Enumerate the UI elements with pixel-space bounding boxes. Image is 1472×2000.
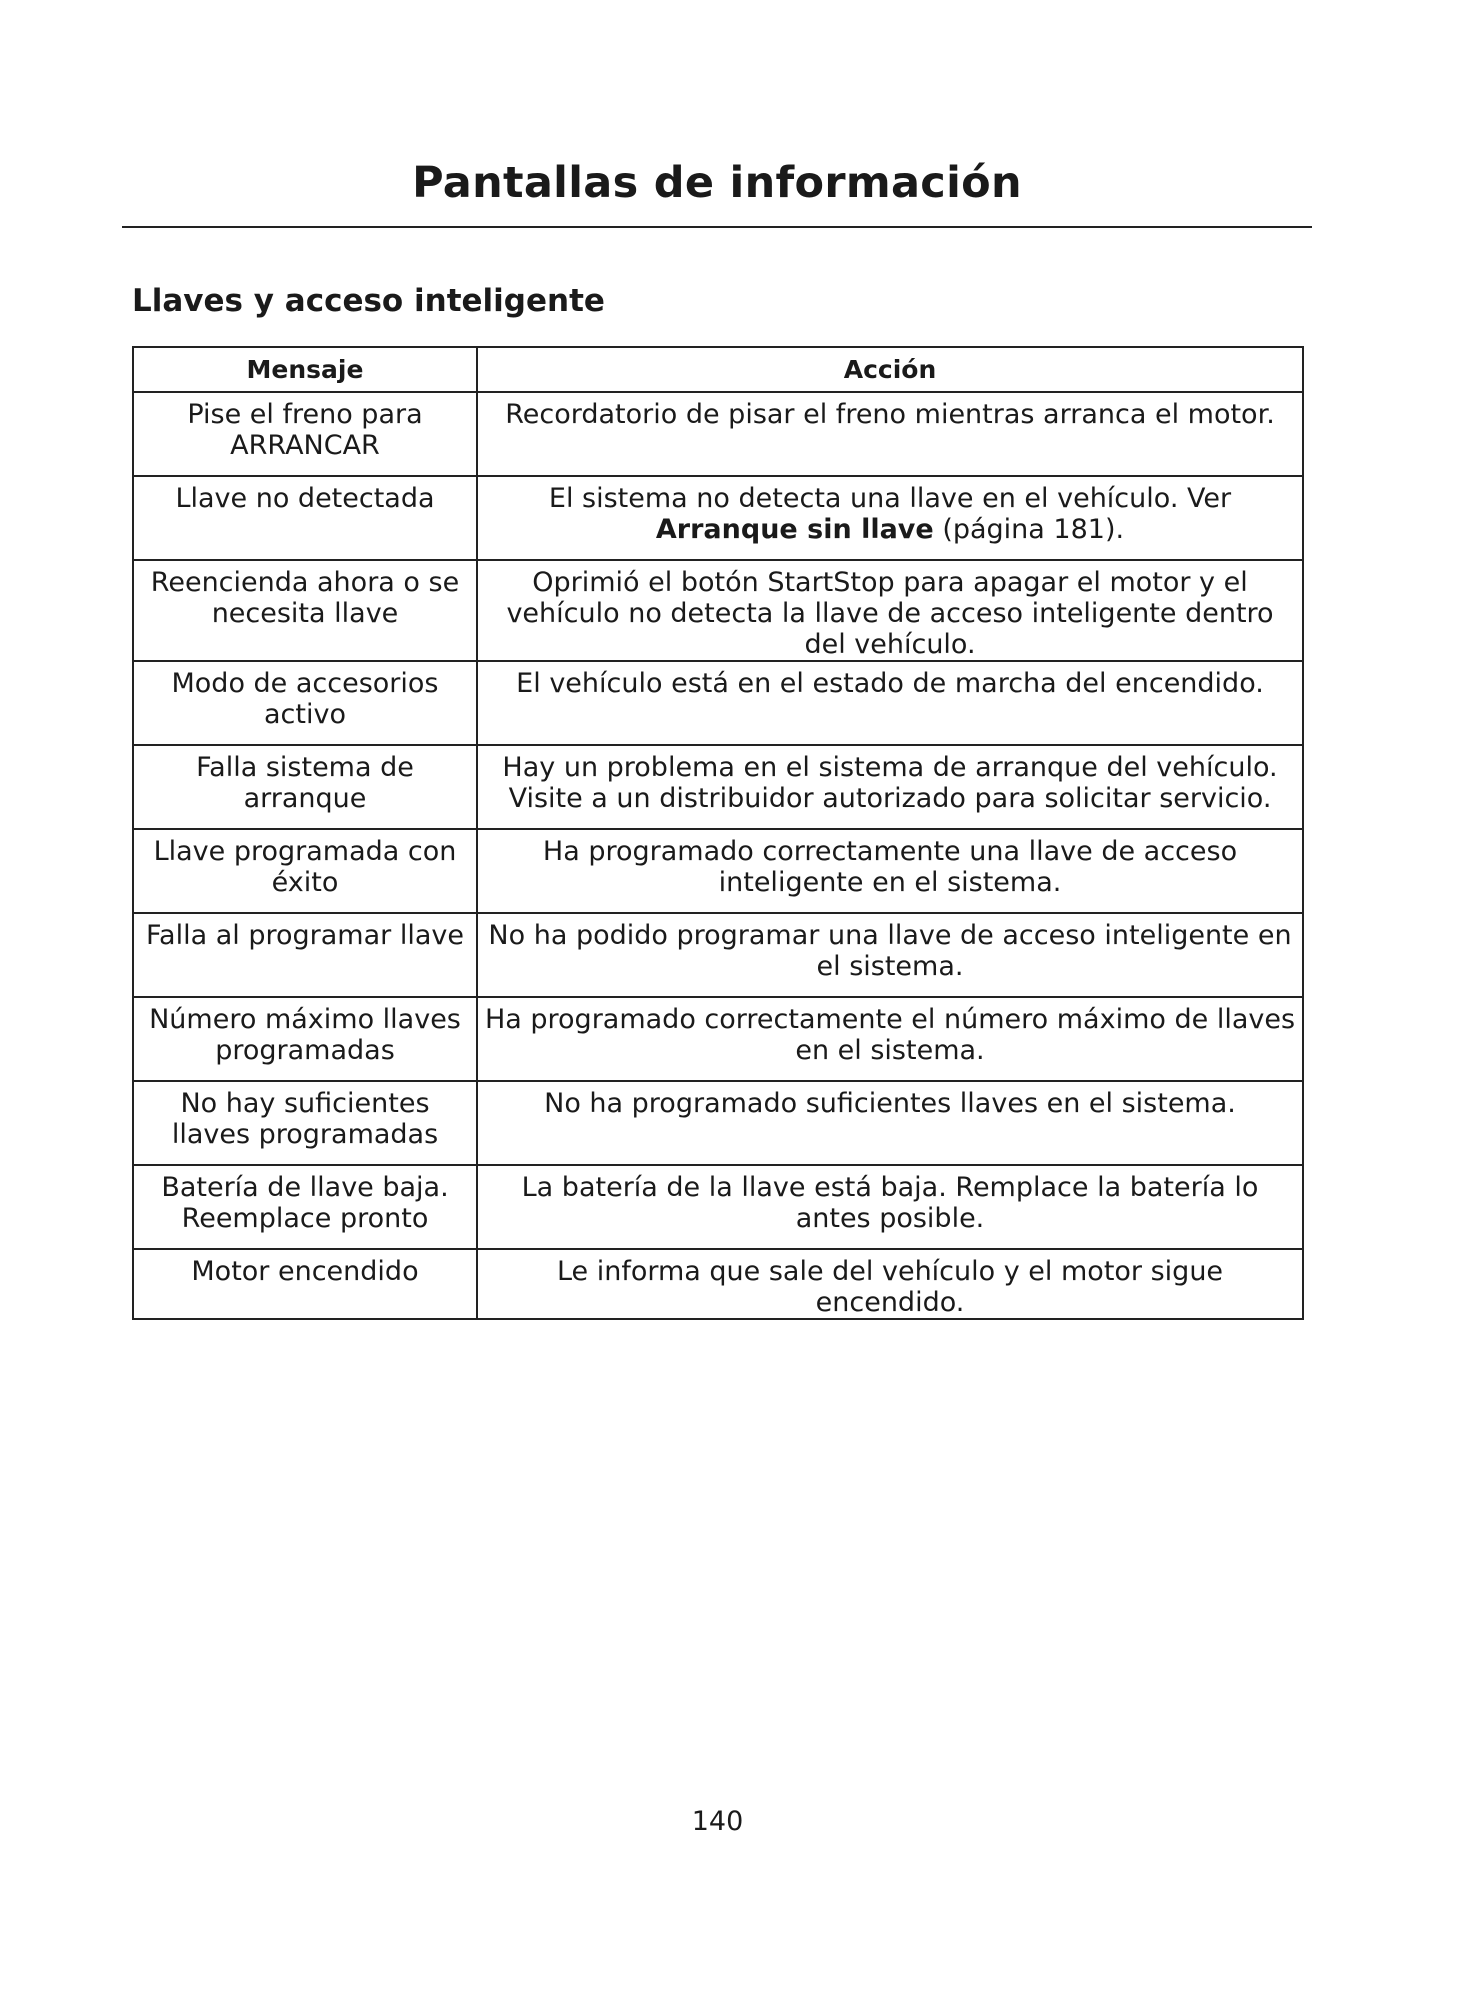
table-row: [133, 1249, 1303, 1319]
table-row: [133, 745, 1303, 829]
table-row: [133, 913, 1303, 997]
message-cell: Número máximo llaves programadas: [133, 997, 477, 1081]
table-row: [133, 392, 1303, 476]
table-row: [133, 661, 1303, 745]
table-row: [133, 476, 1303, 560]
action-cell: No ha programado suficientes llaves en el sistema.: [477, 1081, 1303, 1165]
table-row: [133, 560, 1303, 661]
table-row: [133, 829, 1303, 913]
page-title: Pantallas de información: [412, 158, 1022, 208]
header-action: Acción: [477, 347, 1303, 392]
action-cell: No ha podido programar una llave de acceso inteligente en el sistema.: [477, 913, 1303, 997]
page-number: 140: [691, 1806, 744, 1837]
action-cell: Recordatorio de pisar el freno mientras arranca el motor.: [477, 392, 1303, 476]
message-cell: Falla sistema de arranque: [133, 745, 477, 829]
table-row: [133, 1165, 1303, 1249]
action-cell: Hay un problema en el sistema de arranque del vehículo. Visite a un distribuidor autorizado para solicitar servicio.: [477, 745, 1303, 829]
cross-reference-link[interactable]: Arranque sin llave: [655, 514, 934, 545]
message-cell: Falla al programar llave: [133, 913, 477, 997]
action-text: (página 181).: [933, 514, 1125, 545]
table-header-row: [133, 347, 1303, 392]
table-row: [133, 997, 1303, 1081]
message-cell: Batería de llave baja. Reemplace pronto: [133, 1165, 477, 1249]
action-cell: El vehículo está en el estado de marcha del encendido.: [477, 661, 1303, 745]
header-message: Mensaje: [133, 347, 477, 392]
action-cell: [477, 476, 1303, 560]
action-cell: Ha programado correctamente una llave de acceso inteligente en el sistema.: [477, 829, 1303, 913]
message-cell: Llave no detectada: [133, 476, 477, 560]
action-cell: Le informa que sale del vehículo y el motor sigue encendido.: [477, 1249, 1303, 1319]
action-cell: La batería de la llave está baja. Remplace la batería lo antes posible.: [477, 1165, 1303, 1249]
action-text: El sistema no detecta una llave en el vehículo. Ver: [548, 483, 1232, 514]
message-cell: Motor encendido: [133, 1249, 477, 1319]
message-cell: Pise el freno para ARRANCAR: [133, 392, 477, 476]
message-cell: No hay suficientes llaves programadas: [133, 1081, 477, 1165]
table-row: [133, 1081, 1303, 1165]
message-cell: Modo de accesorios activo: [133, 661, 477, 745]
title-divider: [122, 226, 1312, 228]
section-title: Llaves y acceso inteligente: [132, 283, 605, 319]
action-cell: Ha programado correctamente el número máximo de llaves en el sistema.: [477, 997, 1303, 1081]
message-cell: Reencienda ahora o se necesita llave: [133, 560, 477, 661]
messages-table: [132, 346, 1304, 1320]
message-cell: Llave programada con éxito: [133, 829, 477, 913]
action-cell: Oprimió el botón StartStop para apagar el motor y el vehículo no detecta la llave de acceso inteligente dentro del vehículo.: [477, 560, 1303, 661]
